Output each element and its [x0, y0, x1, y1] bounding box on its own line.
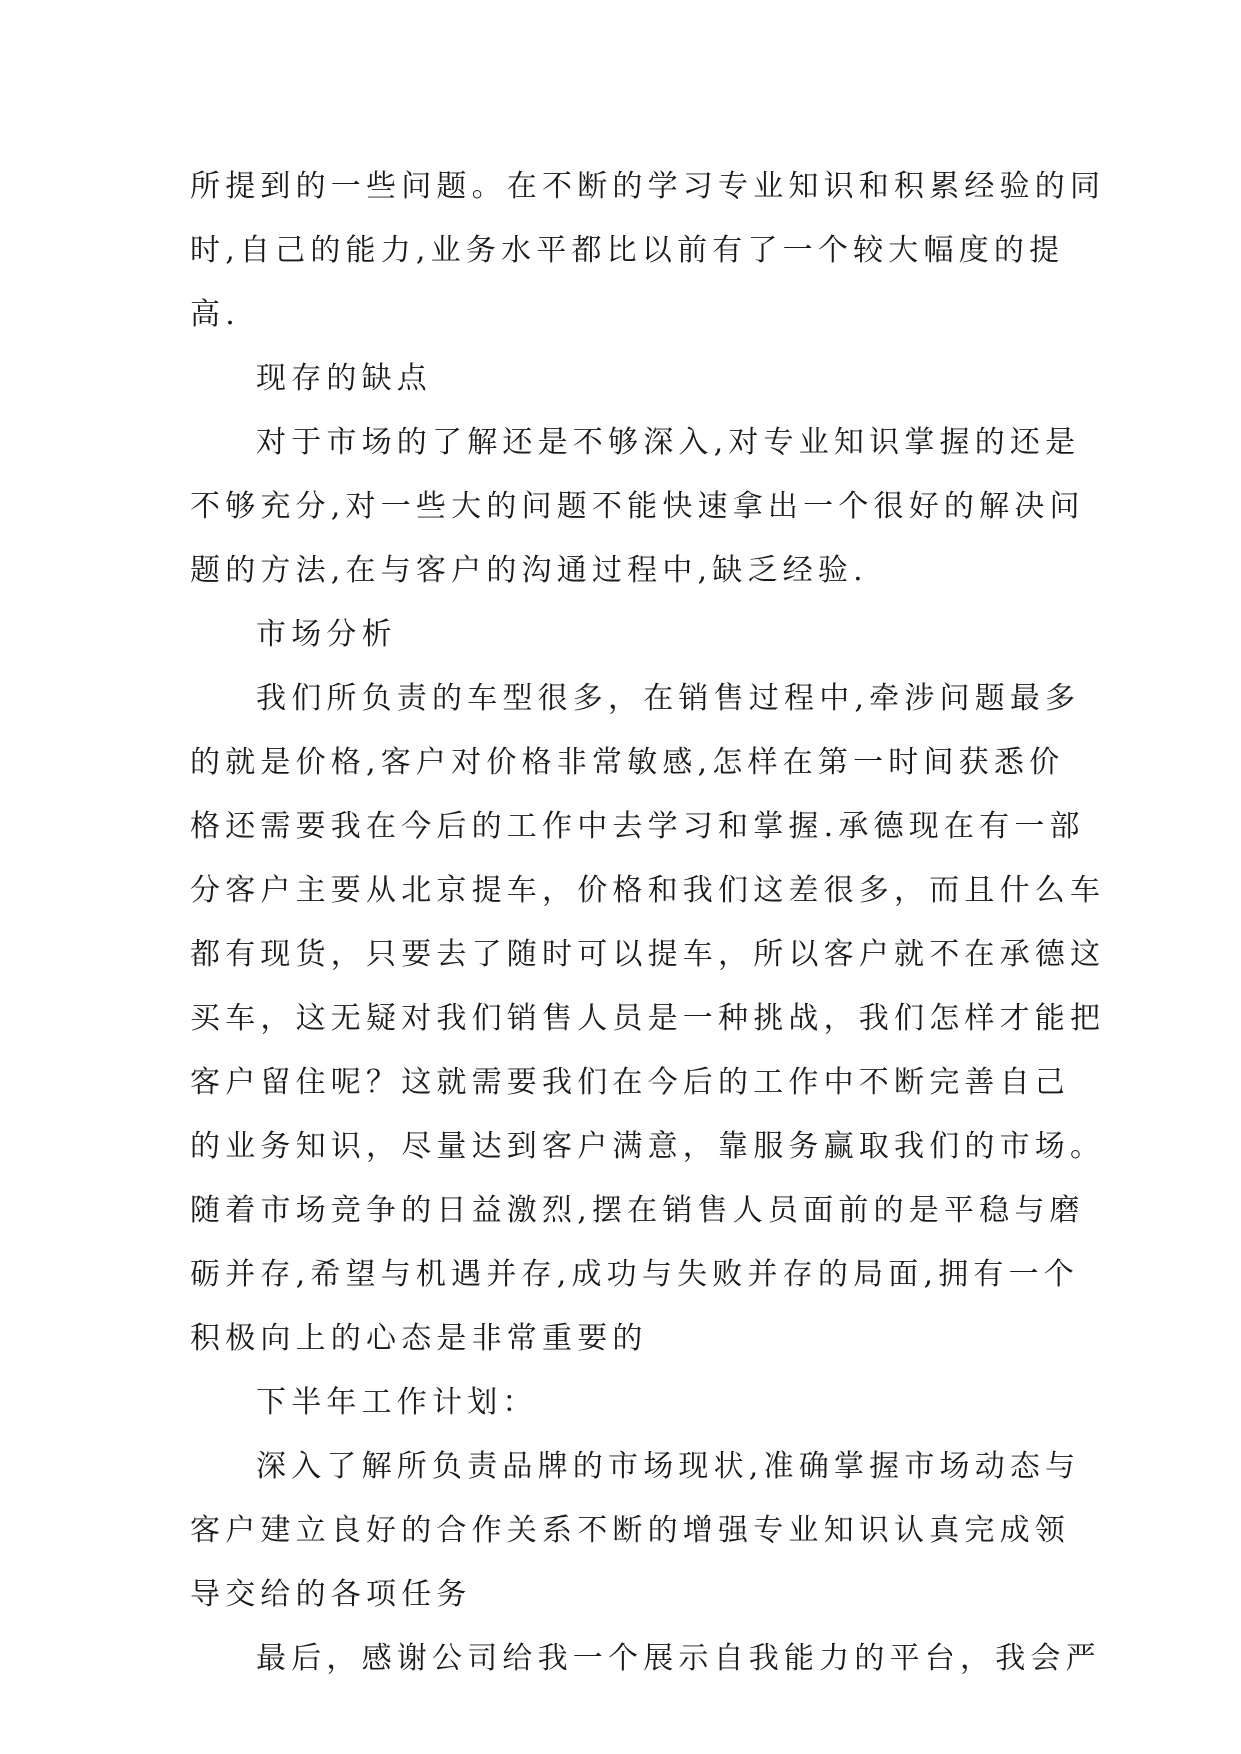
text-line: 格还需要我在今后的工作中去学习和掌握.承德现在有一部	[190, 809, 1085, 844]
text-line: 积极向上的心态是非常重要的	[190, 1321, 648, 1356]
text-line: 我们所负责的车型很多，在销售过程中,牵涉问题最多	[256, 681, 1081, 716]
section-heading-work-plan: 下半年工作计划：	[256, 1385, 538, 1420]
text-line: 最后，感谢公司给我一个展示自我能力的平台，我会严	[256, 1641, 1101, 1676]
text-line: 客户留住呢？这就需要我们在今后的工作中不断完善自己	[190, 1065, 1070, 1100]
text-line: 砺并存,希望与机遇并存,成功与失败并存的局面,拥有一个	[190, 1257, 1080, 1292]
document-body	[190, 155, 1106, 1691]
text-line: 都有现货，只要去了随时可以提车，所以客户就不在承德这	[190, 937, 1106, 972]
text-line: 不够充分,对一些大的问题不能快速拿出一个很好的解决问	[190, 489, 1085, 524]
text-line: 高.	[190, 297, 240, 332]
text-line: 的业务知识，尽量达到客户满意，靠服务赢取我们的市场。	[190, 1129, 1106, 1164]
text-line: 分客户主要从北京提车，价格和我们这差很多，而且什么车	[190, 873, 1106, 908]
text-line: 买车，这无疑对我们销售人员是一种挑战，我们怎样才能把	[190, 1001, 1106, 1036]
section-heading-shortcomings: 现存的缺点	[256, 361, 432, 396]
text-line: 客户建立良好的合作关系不断的增强专业知识认真完成领	[190, 1513, 1070, 1548]
text-line: 深入了解所负责品牌的市场现状,准确掌握市场动态与	[256, 1449, 1081, 1484]
text-line: 题的方法,在与客户的沟通过程中,缺乏经验.	[190, 553, 868, 588]
text-line: 随着市场竞争的日益激烈,摆在销售人员面前的是平稳与磨	[190, 1193, 1085, 1228]
section-heading-market-analysis: 市场分析	[256, 617, 397, 652]
text-line: 对于市场的了解还是不够深入,对专业知识掌握的还是	[256, 425, 1081, 460]
text-line: 时,自己的能力,业务水平都比以前有了一个较大幅度的提	[190, 233, 1065, 268]
text-line: 的就是价格,客户对价格非常敏感,怎样在第一时间获悉价	[190, 745, 1065, 780]
text-line: 所提到的一些问题。在不断的学习专业知识和积累经验的同	[190, 169, 1106, 204]
text-line: 导交给的各项任务	[190, 1577, 472, 1612]
